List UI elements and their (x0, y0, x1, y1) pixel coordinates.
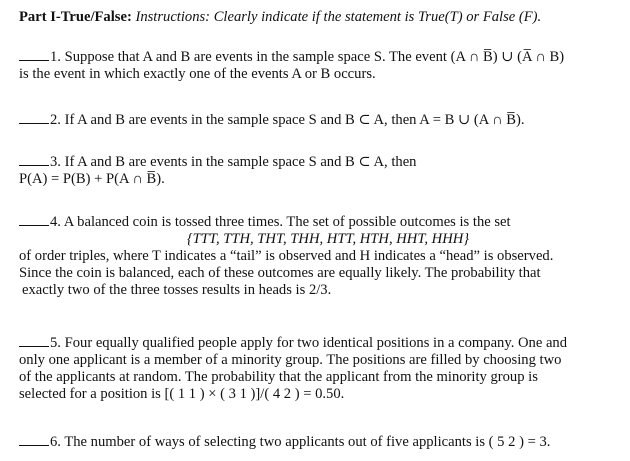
question-5 (19, 333, 625, 403)
answer-blank-3[interactable] (19, 152, 49, 166)
instructions-text: Instructions: Clearly indicate if the statement is True(T) or False (F). (135, 9, 542, 25)
answer-blank-1[interactable] (19, 47, 49, 61)
question-text: Suppose that A and B are events in the sample space S. The event (A ∩ B̅) ∪ (A̅ ∩ B) (64, 49, 565, 65)
question-text: only one applicant is a member of a minority group. The positions are filled by choosing two (19, 352, 562, 368)
answer-blank-4[interactable] (19, 212, 49, 226)
answer-blank-5[interactable] (19, 333, 49, 347)
question-number: 4. (50, 214, 61, 230)
question-text: If A and B are events in the sample space S and B ⊂ A, then (64, 154, 417, 170)
question-3 (19, 152, 625, 188)
question-number: 6. (50, 434, 61, 450)
question-number: 2. (50, 112, 61, 128)
question-text: is the event in which exactly one of the events A or B occurs. (19, 66, 376, 82)
question-number: 3. (50, 154, 61, 170)
question-text: Since the coin is balanced, each of these outcomes are equally likely. The probability that (19, 265, 541, 281)
question-text: A balanced coin is tossed three times. The set of possible outcomes is the set (63, 214, 511, 230)
question-6 (19, 432, 625, 451)
question-text: Four equally qualified people apply for two identical positions in a company. One and (64, 335, 568, 351)
question-text: of order triples, where T indicates a “tail” is observed and H indicates a “head” is observed. (19, 248, 554, 264)
question-text: The number of ways of selecting two applicants out of five applicants is ( 5 2 ) = 3. (64, 434, 551, 450)
answer-blank-6[interactable] (19, 432, 49, 446)
section-header: Part I-True/False: Instructions: Clearly indicate if the statement is True(T) or False (F). (19, 9, 542, 25)
part-title: Part I-True/False (19, 9, 127, 25)
question-number: 5. (50, 335, 61, 351)
question-text: If A and B are events in the sample space S and B ⊂ A, then A = B ∪ (A ∩ B̅). (64, 112, 525, 128)
question-text: exactly two of the three tosses results in heads is 2/3. (22, 282, 332, 298)
question-text: selected for a position is [( 1 1 ) × ( 3 1 )]/( 4 2 ) = 0.50. (19, 386, 345, 402)
outcome-set: {TTT, TTH, THT, THH, HTT, HTH, HHT, HHH} (186, 231, 470, 247)
question-1 (19, 47, 625, 83)
question-text: P(A) = P(B) + P(A ∩ B̅). (19, 171, 165, 187)
question-2 (19, 110, 625, 129)
question-4 (19, 212, 625, 299)
question-number: 1. (50, 49, 61, 65)
answer-blank-2[interactable] (19, 110, 49, 124)
question-text: of the applicants at random. The probability that the applicant from the minority group is (19, 369, 538, 385)
